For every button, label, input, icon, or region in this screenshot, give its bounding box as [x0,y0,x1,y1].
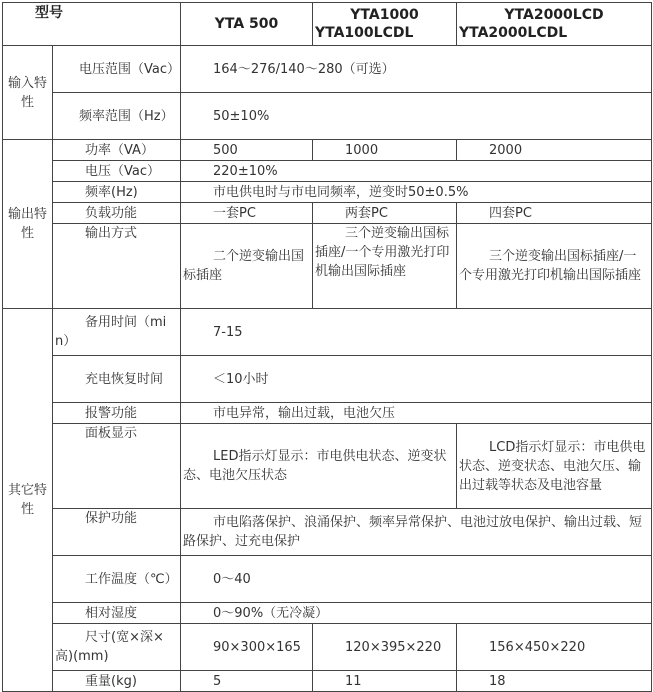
other-size-value-2: 120×395×220 [313,624,457,671]
model-col-1 [181,3,313,46]
other-size-row [3,624,652,671]
output-load-value-2: 两套PC [313,203,457,224]
other-backup-label: 备用时间（min） [53,309,181,356]
other-panel-value-led: LED指示灯显示：市电供电状态、逆变状态、电池欠压状态 [181,424,457,509]
other-panel-label: 面板显示 [53,424,181,509]
output-group-label: 输出特性 [3,140,53,309]
output-mode-label: 输出方式 [53,224,181,309]
output-power-value-2: 1000 [313,140,457,161]
output-load-row [3,203,652,224]
other-alarm-value: 市电异常，输出过载，电池欠压 [181,403,652,424]
other-size-value-1: 90×300×165 [181,624,313,671]
other-size-value-3: 156×450×220 [457,624,652,671]
other-humidity-row [3,603,652,624]
header-row [3,3,652,46]
output-voltage-row [3,161,652,182]
output-freq-value: 市电供电时与市电同频率，逆变时50±0.5% [181,182,652,203]
output-load-value-3: 四套PC [457,203,652,224]
other-protect-label: 保护功能 [53,509,181,556]
input-voltage-label: 电压范围（Vac） [53,46,181,93]
other-backup-value: 7-15 [181,309,652,356]
output-load-label: 负载功能 [53,203,181,224]
model-col-2-line2: YTA100LCDL [315,25,414,41]
model-header: 型号 [3,3,181,46]
other-temp-value: 0～40 [181,556,652,603]
other-temp-label: 工作温度（℃） [53,556,181,603]
other-size-label: 尺寸(宽×深×高)(mm) [53,624,181,671]
output-power-label: 功率（VA） [53,140,181,161]
model-col-3-line2: YTA2000LCDL [459,25,568,41]
input-voltage-row [3,46,652,93]
other-weight-row [3,671,652,692]
model-col-2 [313,3,457,46]
other-weight-value-2: 11 [313,671,457,692]
model-col-2-line1: YTA1000 [350,7,419,23]
input-freq-value: 50±10% [181,93,652,140]
output-freq-label: 频率(Hz) [53,182,181,203]
other-backup-row [3,309,652,356]
input-freq-label: 频率范围（Hz） [53,93,181,140]
model-col-3 [457,3,652,46]
other-humidity-value: 0～90%（无冷凝） [181,603,652,624]
other-humidity-label: 相对湿度 [53,603,181,624]
output-mode-value-3: 三个逆变输出国标插座/一个专用激光打印机输出国际插座 [457,224,652,309]
other-recharge-label: 充电恢复时间 [53,356,181,403]
other-panel-row [3,424,652,509]
output-power-value-1: 500 [181,140,313,161]
output-mode-value-1: 二个逆变输出国标插座 [181,224,313,309]
input-freq-row [3,93,652,140]
model-col-3-line1: YTA2000LCD [504,7,604,23]
output-voltage-value: 220±10% [181,161,652,182]
output-power-value-3: 2000 [457,140,652,161]
other-recharge-row [3,356,652,403]
other-protect-value: 市电陷落保护、浪涌保护、频率异常保护、电池过放电保护、输出过载、短路保护、过充电保护 [181,509,652,556]
input-group-label: 输入特性 [3,46,53,140]
output-load-value-1: 一套PC [181,203,313,224]
other-temp-row [3,556,652,603]
output-mode-row [3,224,652,309]
other-panel-value-lcd: LCD指示灯显示：市电供电状态、逆变状态、电池欠压、输出过载等状态及电池容量 [457,424,652,509]
other-weight-value-3: 18 [457,671,652,692]
other-recharge-value: ＜10小时 [181,356,652,403]
spec-table [2,2,652,692]
output-voltage-label: 电压（Vac） [53,161,181,182]
other-protect-row [3,509,652,556]
other-alarm-label: 报警功能 [53,403,181,424]
other-weight-value-1: 5 [181,671,313,692]
input-voltage-value: 164～276/140～280（可选） [181,46,652,93]
other-group-label: 其它特性 [3,309,53,692]
output-freq-row [3,182,652,203]
other-weight-label: 重量(kg) [53,671,181,692]
other-alarm-row [3,403,652,424]
model-col-1-name: YTA 500 [214,16,279,32]
output-power-row [3,140,652,161]
output-mode-value-2: 三个逆变输出国标插座/一个专用激光打印机输出国际插座 [313,224,457,309]
